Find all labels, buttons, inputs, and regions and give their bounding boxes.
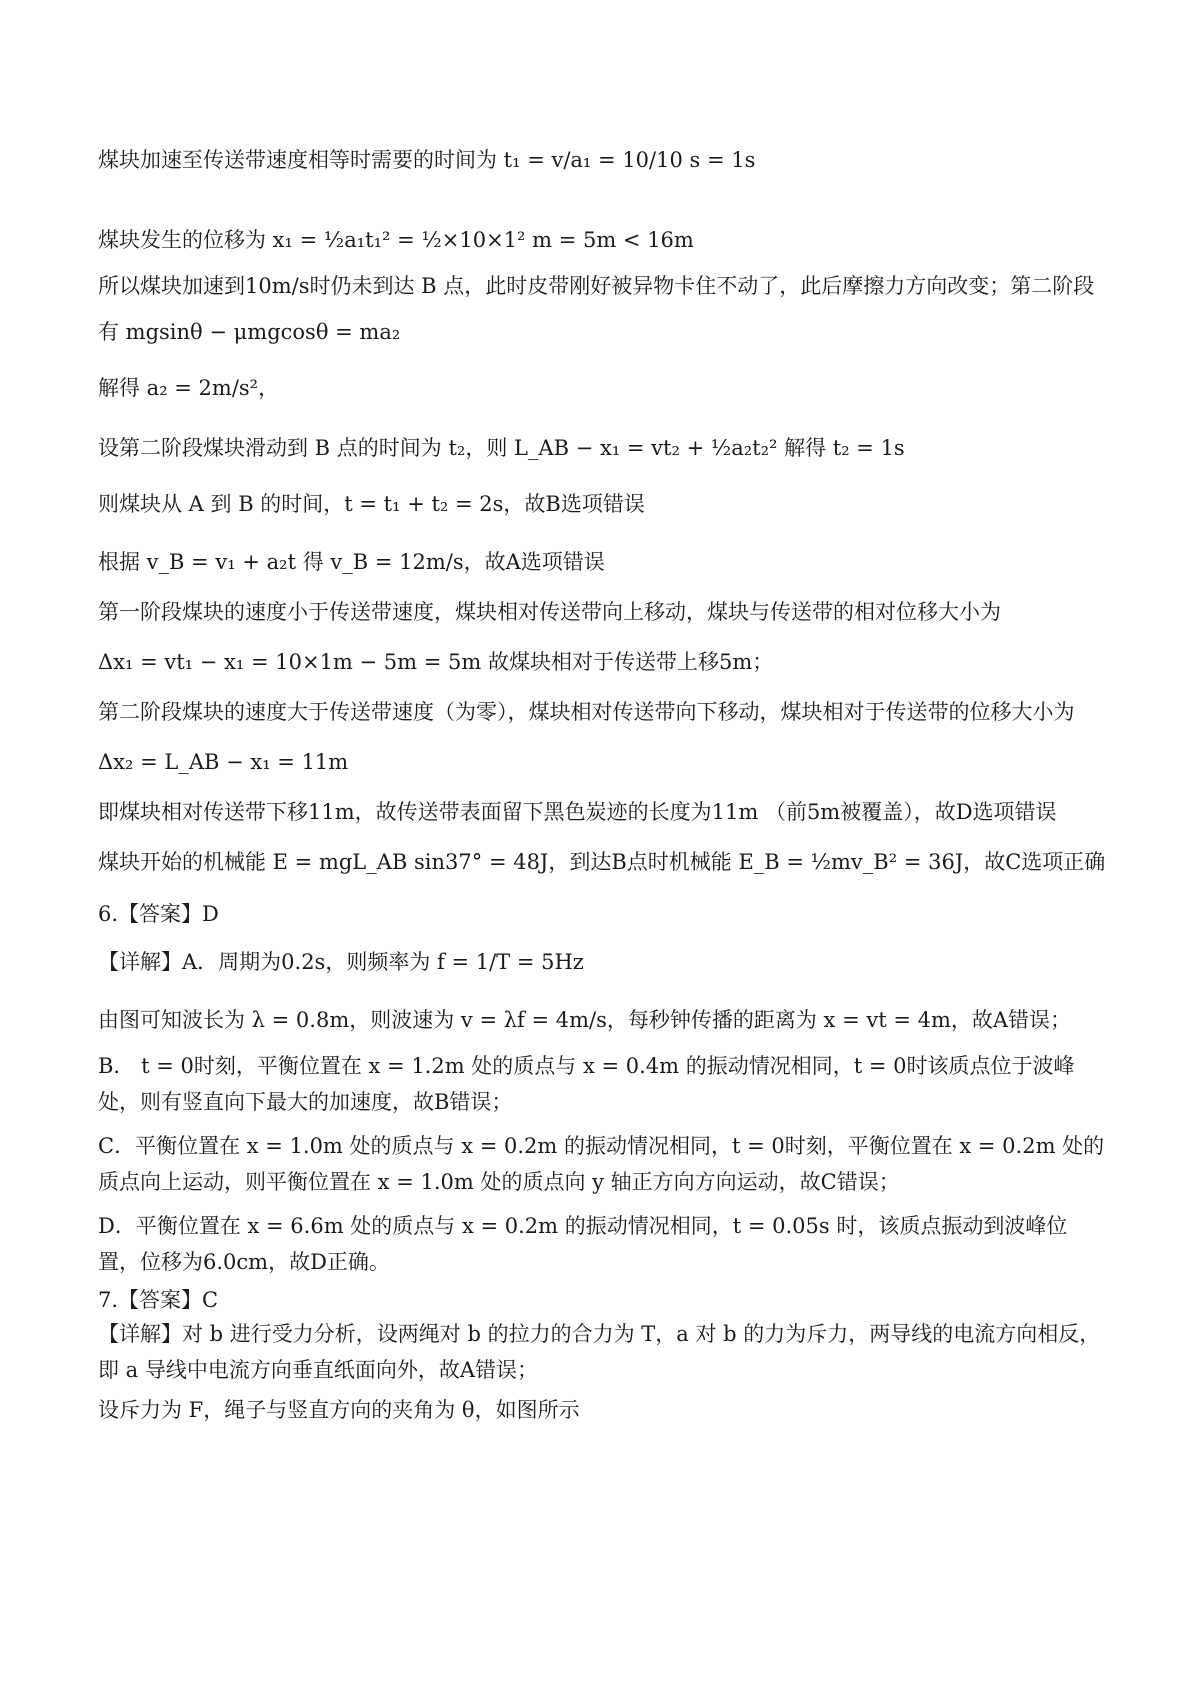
text-line: 【详解】A．周期为0.2s，则频率为 f = 1/T = 5Hz <box>98 950 584 974</box>
text-line: 解得 a₂ = 2m/s²， <box>98 376 280 400</box>
text-line: Δx₁ = vt₁ − x₁ = 10×1m − 5m = 5m 故煤块相对于传送带上移5m； <box>98 650 774 674</box>
text-line: 设斥力为 F，绳子与竖直方向的夹角为 θ，如图所示 <box>98 1398 580 1422</box>
text-line: 根据 v_B = v₁ + a₂t 得 v_B = 12m/s，故A选项错误 <box>98 550 605 574</box>
text-paragraph: B． t = 0时刻，平衡位置在 x = 1.2m 处的质点与 x = 0.4m 的振动情况相同，t = 0时该质点位于波峰处，则有竖直向下最大的加速度，故B错误； <box>98 1054 1075 1114</box>
text-line: 设第二阶段煤块滑动到 B 点的时间为 t₂，则 L_AB − x₁ = vt₂ + ½a₂t₂² 解得 t₂ = 1s <box>98 436 905 460</box>
text-line: 煤块加速至传送带速度相等时需要的时间为 t₁ = v/a₁ = 10/10 s = 1s <box>98 148 756 172</box>
text-line: 7.【答案】C <box>98 1288 219 1312</box>
text-line: 即煤块相对传送带下移11m，故传送带表面留下黑色炭迹的长度为11m （前5m被覆盖），故D选项错误 <box>98 800 1057 824</box>
text-line: 6.【答案】D <box>98 902 219 926</box>
text-line: 由图可知波长为 λ = 0.8m，则波速为 v = λf = 4m/s，每秒钟传播的距离为 x = vt = 4m，故A错误； <box>98 1008 1072 1032</box>
text-paragraph: 【详解】对 b 进行受力分析，设两绳对 b 的拉力的合力为 T，a 对 b 的力为斥力，两导线的电流方向相反，即 a 导线中电流方向垂直纸面向外，故A错误； <box>98 1322 1101 1382</box>
text-line: 所以煤块加速到10m/s时仍未到达 B 点，此时皮带刚好被异物卡住不动了，此后摩擦力方向改变；第二阶段 <box>98 274 1095 298</box>
text-paragraph: C．平衡位置在 x = 1.0m 处的质点与 x = 0.2m 的振动情况相同，t = 0时刻，平衡位置在 x = 0.2m 处的质点向上运动，则平衡位置在 x = 1.0m 处的质点向 y 轴正方向方向运动，故C错误； <box>98 1134 1105 1194</box>
text-line: 有 mgsinθ − μmgcosθ = ma₂ <box>98 320 401 344</box>
text-line: 第二阶段煤块的速度大于传送带速度（为零），煤块相对传送带向下移动，煤块相对于传送带的位移大小为 <box>98 700 1075 724</box>
text-line: Δx₂ = L_AB − x₁ = 11m <box>98 750 349 774</box>
text-line: 则煤块从 A 到 B 的时间，t = t₁ + t₂ = 2s，故B选项错误 <box>98 492 645 516</box>
text-paragraph: D．平衡位置在 x = 6.6m 处的质点与 x = 0.2m 的振动情况相同，t = 0.05s 时，该质点振动到波峰位置，位移为6.0cm，故D正确。 <box>98 1214 1068 1274</box>
text-line: 煤块发生的位移为 x₁ = ½a₁t₁² = ½×10×1² m = 5m < 16m <box>98 228 694 252</box>
text-line: 第一阶段煤块的速度小于传送带速度，煤块相对传送带向上移动，煤块与传送带的相对位移大小为 <box>98 600 1001 624</box>
text-line: 煤块开始的机械能 E = mgL_AB sin37° = 48J，到达B点时机械能 E_B = ½mv_B² = 36J，故C选项正确 <box>98 850 1106 874</box>
